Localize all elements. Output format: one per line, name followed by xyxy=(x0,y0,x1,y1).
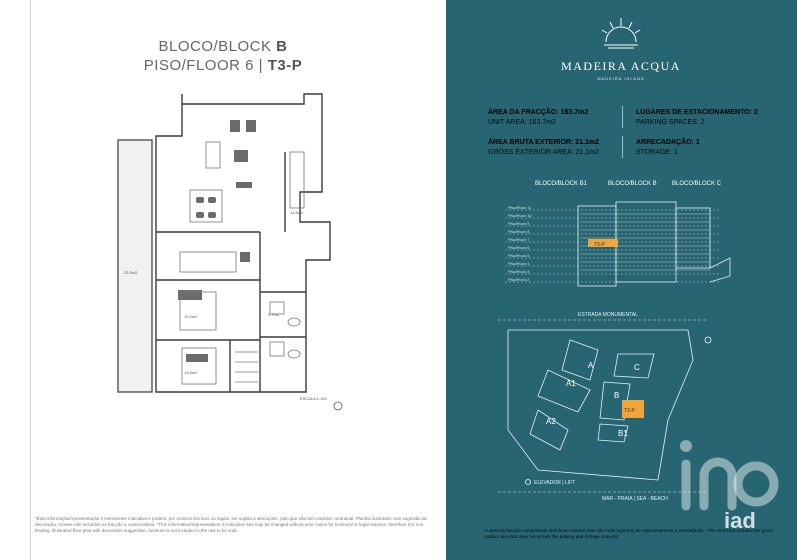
area-label-balcony: 23.5m2 xyxy=(124,270,138,275)
area-label-bedroom-2: 13.8m2 xyxy=(184,370,198,375)
parking-pt: LUGARES DE ESTACIONAMENTO: 2 xyxy=(636,109,758,116)
footnote-text: *A área da fracção compreende área bruta exterior mas não inclui lugar(es) de estacionamento e arrecadação. *The Unit Area includes the gross outdoor area but does not include the parking and storage space(s). xyxy=(484,528,773,539)
floor-label-5: Piso/Floor 5 xyxy=(508,253,530,258)
unit-area-en: UNIT AREA: 163.7m2 xyxy=(488,119,556,126)
floor-label-4: Piso/Floor 4 xyxy=(508,261,530,266)
map-label-a2: A2 xyxy=(546,417,556,426)
floor-label-3: Piso/Floor 3 xyxy=(508,269,530,274)
floor-title xyxy=(0,57,446,74)
iad-logo-text: iad xyxy=(724,508,756,530)
map-label-a: A xyxy=(588,361,594,370)
sea-label: MAR - PRAIA | SEA - BEACH xyxy=(602,496,668,502)
storage-pt: ARRECADAÇÃO: 1 xyxy=(636,139,700,146)
block-label-b: BLOCO/BLOCK B xyxy=(608,181,657,187)
unit-area-pt: ÁREA DA FRACÇÃO: 163.7m2 xyxy=(488,109,589,116)
building-section-diagram xyxy=(480,188,740,298)
area-label-kitchen: 14.6m2 xyxy=(290,210,304,215)
block-pt: BLOCO xyxy=(158,38,214,55)
disclaimer-text: *Esta informação/representação é meramente indicativa e poderá, por motivos técnicos ou legais, ser sujeita a alterações, pelo que não tem carácter contratual. Plantas ilustradas com sugestão de decoração, móveis não incluídos na fracção a comercializar. *This information/representation is indicative and may be changed without prior notice for technical or legal reasons, therefore it is non-binding. Illustrated floor plan with decoration suggestion, furniture is not included in the unit to be sold. xyxy=(35,516,427,533)
map-label-b1: B1 xyxy=(618,429,628,438)
floor-label-10: Piso/Floor 10 xyxy=(508,213,532,218)
block-label-c: BLOCO/BLOCK C xyxy=(672,181,722,187)
block-label-b1: BLOCO/BLOCK B1 xyxy=(535,181,588,187)
spec-storage xyxy=(636,138,700,158)
spec-divider-1 xyxy=(622,106,623,128)
map-unit-label: T3-P xyxy=(624,408,635,414)
brand-name: MADEIRA ACQUA xyxy=(561,59,681,73)
map-label-c: C xyxy=(634,363,640,372)
spec-gross-area xyxy=(488,138,599,158)
block-en: /BLOCK xyxy=(213,38,277,55)
area-label-bedroom-1: 10.2m2 xyxy=(184,314,198,319)
floor-label-7: Piso/Floor 7 xyxy=(508,237,530,242)
spec-divider-2 xyxy=(622,136,623,158)
brand-tagline: MADEIRA ISLAND xyxy=(597,76,645,81)
north-arrow-icon xyxy=(334,402,342,410)
elevator-icon xyxy=(526,480,531,485)
brand-logo xyxy=(546,16,696,81)
iad-watermark xyxy=(672,432,782,530)
gross-area-en: GROSS EXTERIOR AREA: 21.1m2 xyxy=(488,149,599,156)
compass-icon xyxy=(705,337,711,343)
map-label-b: B xyxy=(614,391,620,400)
floor-pt: PISO xyxy=(143,57,182,74)
floor-label-8: Piso/Floor 8 xyxy=(508,229,530,234)
spec-unit-area xyxy=(488,108,588,128)
road-label: ESTRADA MONUMENTAL xyxy=(578,312,638,318)
area-label-bath: 4.7m2 xyxy=(268,312,280,317)
floor-label-2: Piso/Floor 2 xyxy=(508,277,530,282)
elevator-label: ELEVADOR | LIFT xyxy=(534,480,576,486)
sun-logo-icon xyxy=(596,16,646,50)
unit-highlight-label: T3-P xyxy=(594,242,605,248)
floor-plan-drawing xyxy=(110,92,350,412)
unit-id: T3-P xyxy=(267,57,303,74)
floor-en: /FLOOR 6 | xyxy=(181,57,268,74)
floor-label-9: Piso/Floor 9 xyxy=(508,221,530,226)
parking-en: PARKING SPACES: 2 xyxy=(636,119,705,126)
scale-label: ESCALA 1:100 xyxy=(300,396,327,401)
block-title xyxy=(0,38,446,55)
floor-label-6: Piso/Floor 6 xyxy=(508,245,530,250)
storage-en: STORAGE: 1 xyxy=(636,149,678,156)
map-label-a1: A1 xyxy=(566,379,576,388)
floor-label-11: Piso/Floor 11 xyxy=(508,205,532,210)
block-id: B xyxy=(276,38,288,55)
gross-area-pt: ÁREA BRUTA EXTERIOR: 21.1m2 xyxy=(488,139,599,146)
spec-parking xyxy=(636,108,758,128)
